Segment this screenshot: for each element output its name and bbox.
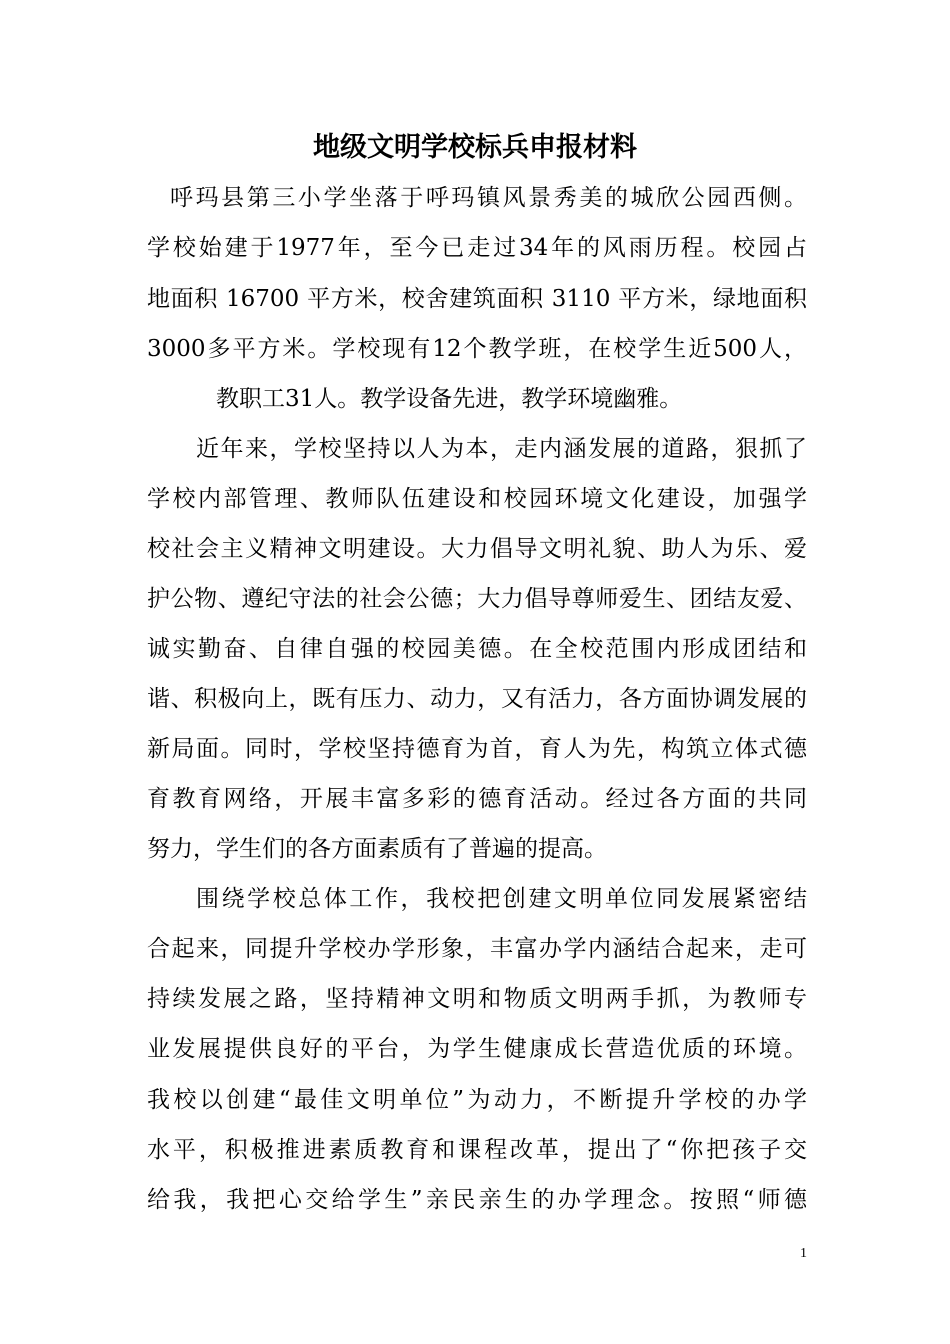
paragraph-line: 我校以创建“最佳文明单位”为动力，不断提升学校的办学 (147, 1087, 807, 1113)
document-title: 地级文明学校标兵申报材料 (313, 132, 637, 163)
paragraph-line: 业发展提供良好的平台，为学生健康成长营造优质的环境。 (147, 1036, 807, 1062)
paragraph-line: 近年来，学校坚持以人为本，走内涵发展的道路，狠抓了 (196, 436, 807, 462)
page-number: 1 (800, 1246, 807, 1261)
paragraph-line: 地面积 16700 平方米，校舍建筑面积 3110 平方米，绿地面积 (147, 286, 807, 312)
paragraph-line: 水平，积极推进素质教育和课程改革，提出了“你把孩子交 (147, 1137, 807, 1163)
paragraph-line: 合起来，同提升学校办学形象，丰富办学内涵结合起来，走可 (147, 936, 807, 962)
paragraph-line: 校社会主义精神文明建设。大力倡导文明礼貌、助人为乐、爱 (147, 536, 807, 562)
paragraph-line: 谐、积极向上，既有压力、动力，又有活力，各方面协调发展的 (147, 686, 807, 712)
paragraph-line: 诚实勤奋、自律自强的校园美德。在全校范围内形成团结和 (147, 636, 807, 662)
paragraph-line: 持续发展之路，坚持精神文明和物质文明两手抓，为教师专 (147, 986, 807, 1012)
paragraph-line: 育教育网络，开展丰富多彩的德育活动。经过各方面的共同 (147, 786, 807, 812)
paragraph-line: 呼玛县第三小学坐落于呼玛镇风景秀美的城欣公园西侧。 (170, 185, 807, 211)
paragraph-line: 给我，我把心交给学生”亲民亲生的办学理念。按照“师德 (147, 1187, 807, 1213)
paragraph-line: 3000多平方米。学校现有12个教学班，在校学生近500人， (147, 336, 807, 362)
paragraph-line: 围绕学校总体工作，我校把创建文明单位同发展紧密结 (196, 886, 807, 912)
paragraph-line: 教职工31人。教学设备先进，教学环境幽雅。 (216, 386, 683, 412)
paragraph-line: 学校内部管理、教师队伍建设和校园环境文化建设，加强学 (147, 486, 807, 512)
paragraph-line: 新局面。同时，学校坚持德育为首，育人为先，构筑立体式德 (147, 736, 807, 762)
paragraph-line: 学校始建于1977年，至今已走过34年的风雨历程。校园占 (147, 235, 807, 261)
paragraph-line: 护公物、遵纪守法的社会公德；大力倡导尊师爱生、团结友爱、 (147, 586, 807, 612)
paragraph-line: 努力，学生们的各方面素质有了普遍的提高。 (147, 836, 607, 862)
